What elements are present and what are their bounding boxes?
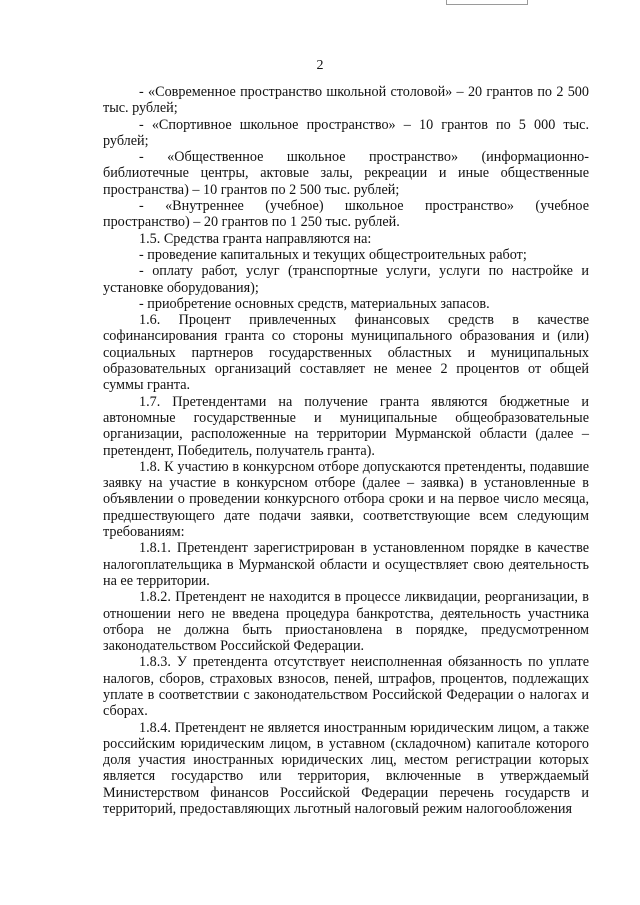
paragraph-1-5-repairs: - проведение капитальных и текущих общестроительных работ; [139,246,527,263]
paragraph-1-7: 1.7. Претендентами на получение гранта являются бюджетные и автономные государственные и муниципальные общеобразовательные организации, расположенные на территории Мурманской области (далее – претендент, Победитель, получатель гранта). [103,393,589,459]
paragraph-1-6: 1.6. Процент привлеченных финансовых средств в качестве софинансирования гранта со стороны муниципального образования и (или) социальных партнеров государственных областных и муниципальных образовательных организаций составляет не менее 2 процентов от общей суммы гранта. [103,312,589,394]
paragraph-1-8-1: 1.8.1. Претендент зарегистрирован в установленном порядке в качестве налогоплательщика в Мурманской области и осуществляет свою деятельность на ее территории. [103,540,589,589]
paragraph-1-5-assets: - приобретение основных средств, материальных запасов. [139,295,490,312]
paragraph-1-8-3: 1.8.3. У претендента отсутствует неисполненная обязанность по уплате налогов, сборов, страховых взносов, пеней, штрафов, процентов, подлежащих уплате в соответствии с законодательством Российской Федерации о налогах и сборах. [103,654,589,720]
paragraph-1-8-2: 1.8.2. Претендент не находится в процессе ликвидации, реорганизации, в отношении него не введена процедура банкротства, деятельность участника отбора не должна быть приостановлена в порядке, предусмотренном законодательством Российской Федерации. [103,589,589,655]
paragraph-grant-inner-space: - «Внутреннее (учебное) школьное пространство» (учебное пространство) – 20 грантов по 1 250 тыс. рублей. [103,198,589,231]
paragraph-grant-canteen: - «Современное пространство школьной столовой» – 20 грантов по 2 500 тыс. рублей; [103,84,589,117]
paragraph-1-8: 1.8. К участию в конкурсном отборе допускаются претенденты, подавшие заявку на участие в конкурсном отборе (далее – заявка) в установленные в объявлении о проведении конкурсного отбора сроки и на первое число месяца, предшествующего дате подачи заявки, соответствующие всем следующим требованиям: [103,458,589,541]
paragraph-1-8-4: 1.8.4. Претендент не является иностранным юридическим лицом, а также российским юридическим лицом, в уставном (складочном) капитале которого доля участия иностранных юридических лиц, местом регистрации которых является государство или территория, включенные в утверждаемый Министерством финансов Российской Федерации перечень государств и территорий, предоставляющих льготный налоговый режим налогообложения [103,719,589,818]
paragraph-1-5-services: - оплату работ, услуг (транспортные услуги, услуги по настройке и установке оборудования); [103,263,589,296]
page-number: 2 [316,58,324,73]
paragraph-grant-sport: - «Спортивное школьное пространство» – 10 грантов по 5 000 тыс. рублей; [103,116,589,149]
document-body [103,84,589,817]
paragraph-1-5: 1.5. Средства гранта направляются на: [139,230,372,247]
corner-stamp-mark [446,0,528,5]
paragraph-grant-public-space: - «Общественное школьное пространство» (информационно-библиотечные центры, актовые залы, рекреации и иные общественные пространства) – 10 грантов по 2 500 тыс. рублей; [103,149,589,198]
